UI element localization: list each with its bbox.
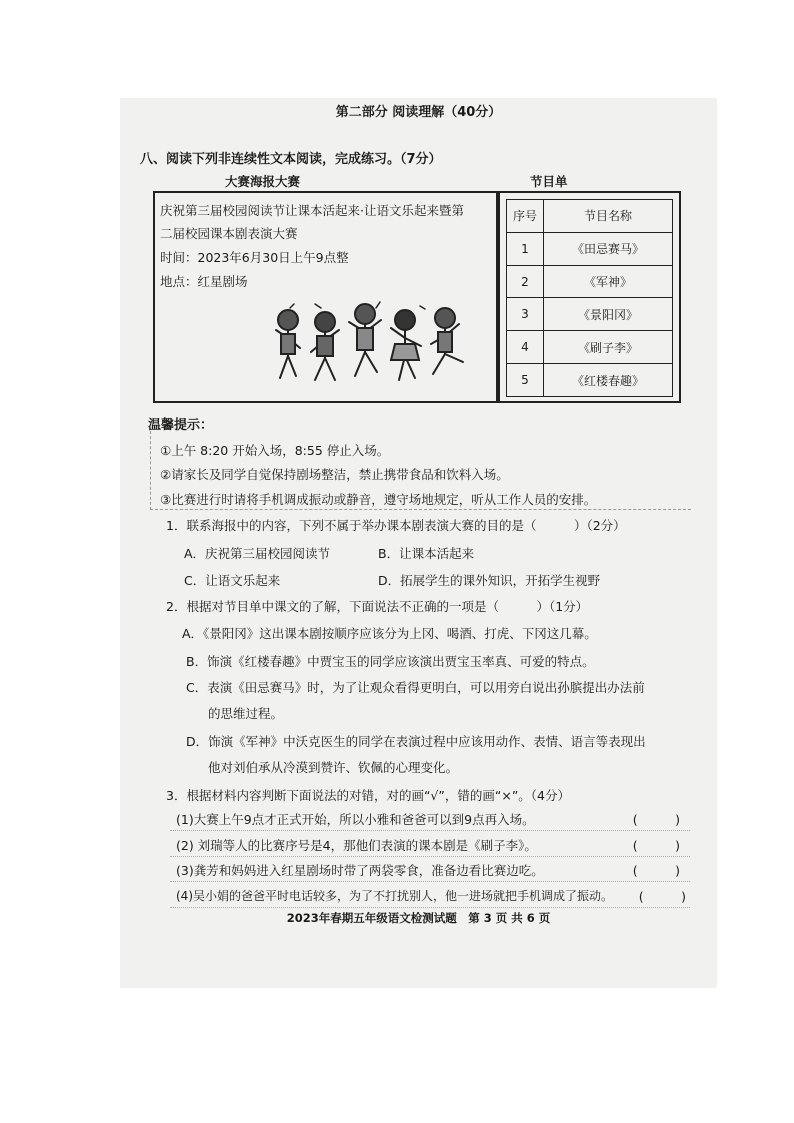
answer-blank[interactable]: ( ) [632, 812, 680, 827]
answer-blank[interactable]: ( ) [632, 838, 680, 853]
table-header-cell: 序号 [507, 200, 544, 233]
question-1-option-a: A．庆祝第三届校园阅读节 [184, 546, 331, 561]
program-list [498, 191, 681, 403]
table-row [507, 298, 673, 331]
table-cell: 《红楼春趣》 [544, 364, 673, 397]
poster-place: 地点：红星剧场 [160, 274, 248, 289]
question-2-option-c-cont: 的思维过程。 [208, 706, 284, 721]
competition-poster [153, 191, 498, 403]
question-1-stem: 1．联系海报中的内容，下列不属于举办课本剧表演大赛的目的是（ ）（2分） [166, 518, 626, 533]
question-1-option-c: C．让语文乐起来 [184, 573, 281, 588]
table-cell: 《田忌赛马》 [544, 232, 673, 265]
judgement-row [170, 861, 690, 882]
table-cell: 《军神》 [544, 265, 673, 298]
tips-heading: 温馨提示： [148, 418, 214, 433]
poster-title-line-2: 二届校园课本剧表演大赛 [160, 226, 298, 241]
question-1-option-d: D．拓展学生的课外知识，开拓学生视野 [378, 573, 601, 588]
question-2-option-b: B．饰演《红楼春趣》中贾宝玉的同学应该演出贾宝玉率真、可爱的特点。 [186, 654, 595, 669]
table-cell: 《刷子李》 [544, 331, 673, 364]
table-header-cell: 节目名称 [544, 200, 673, 233]
table-header-row [507, 200, 673, 233]
table-row [507, 331, 673, 364]
judgement-statement: (4)吴小娟的爸爸平时电话较多，为了不打扰别人，他一进场就把手机调成了振动。 [176, 889, 614, 903]
table-cell: 1 [507, 232, 544, 265]
dancing-children-illustration [260, 298, 475, 393]
judgement-statement: (1)大赛上午9点才正式开始，所以小雅和爸爸可以到9点再入场。 [176, 812, 535, 827]
table-row [507, 265, 673, 298]
page-footer: 2023年春期五年级语文检测试题 第 3 页 共 6 页 [286, 911, 551, 925]
question-2-stem: 2．根据对节目单中课文的了解，下面说法不正确的一项是（ ）（1分） [166, 599, 589, 614]
table-row [507, 232, 673, 265]
question-2-option-c: C．表演《田忌赛马》时，为了让观众看得更明白，可以用旁白说出孙膑提出办法前 [186, 680, 645, 695]
poster-title-line-1: 庆祝第三届校园阅读节让课本活起来·让语文乐起来暨第 [160, 203, 464, 218]
table-cell: 4 [507, 331, 544, 364]
exam-page [120, 98, 717, 988]
table-cell: 2 [507, 265, 544, 298]
table-row [507, 364, 673, 397]
tip-item: ①上午 8:20 开始入场，8:55 停止入场。 [160, 443, 390, 458]
table-cell: 3 [507, 298, 544, 331]
judgement-row [170, 836, 690, 857]
question-8-heading: 八、阅读下列非连续性文本阅读，完成练习。（7分） [140, 152, 442, 167]
judgement-row [170, 810, 690, 831]
question-3-stem: 3．根据材料内容判断下面说法的对错，对的画“√”，错的画“×”。（4分） [166, 788, 570, 803]
question-2-option-d-cont: 他对刘伯承从冷漠到赞许、钦佩的心理变化。 [208, 760, 459, 775]
judgement-statement: (3)龚芳和妈妈进入红星剧场时带了两袋零食，准备边看比赛边吃。 [176, 863, 544, 878]
question-2-option-a: A．《景阳冈》这出课本剧按顺序应该分为上冈、喝酒、打虎、下冈这几幕。 [182, 626, 597, 641]
part-title: 第二部分 阅读理解（40分） [335, 105, 502, 120]
program-table [506, 199, 673, 397]
table-cell: 《景阳冈》 [544, 298, 673, 331]
answer-blank[interactable]: ( ) [638, 889, 686, 904]
question-1-option-b: B．让课本活起来 [378, 546, 475, 561]
program-heading: 节目单 [530, 174, 568, 189]
tip-item: ③比赛进行时请将手机调成振动或静音，遵守场地规定，听从工作人员的安排。 [160, 492, 597, 507]
question-2-option-d: D．饰演《军神》中沃克医生的同学在表演过程中应该用动作、表情、语言等表现出 [186, 734, 646, 749]
poster-heading: 大赛海报大赛 [225, 174, 301, 189]
table-cell: 5 [507, 364, 544, 397]
judgement-row [170, 887, 690, 908]
answer-blank[interactable]: ( ) [632, 863, 680, 878]
tip-item: ②请家长及同学自觉保持剧场整洁，禁止携带食品和饮料入场。 [160, 467, 509, 482]
judgement-statement: (2) 刘瑞等人的比赛序号是4，那他们表演的课本剧是《刷子李》。 [176, 838, 537, 853]
poster-time: 时间：2023年6月30日上午9点整 [160, 250, 349, 265]
